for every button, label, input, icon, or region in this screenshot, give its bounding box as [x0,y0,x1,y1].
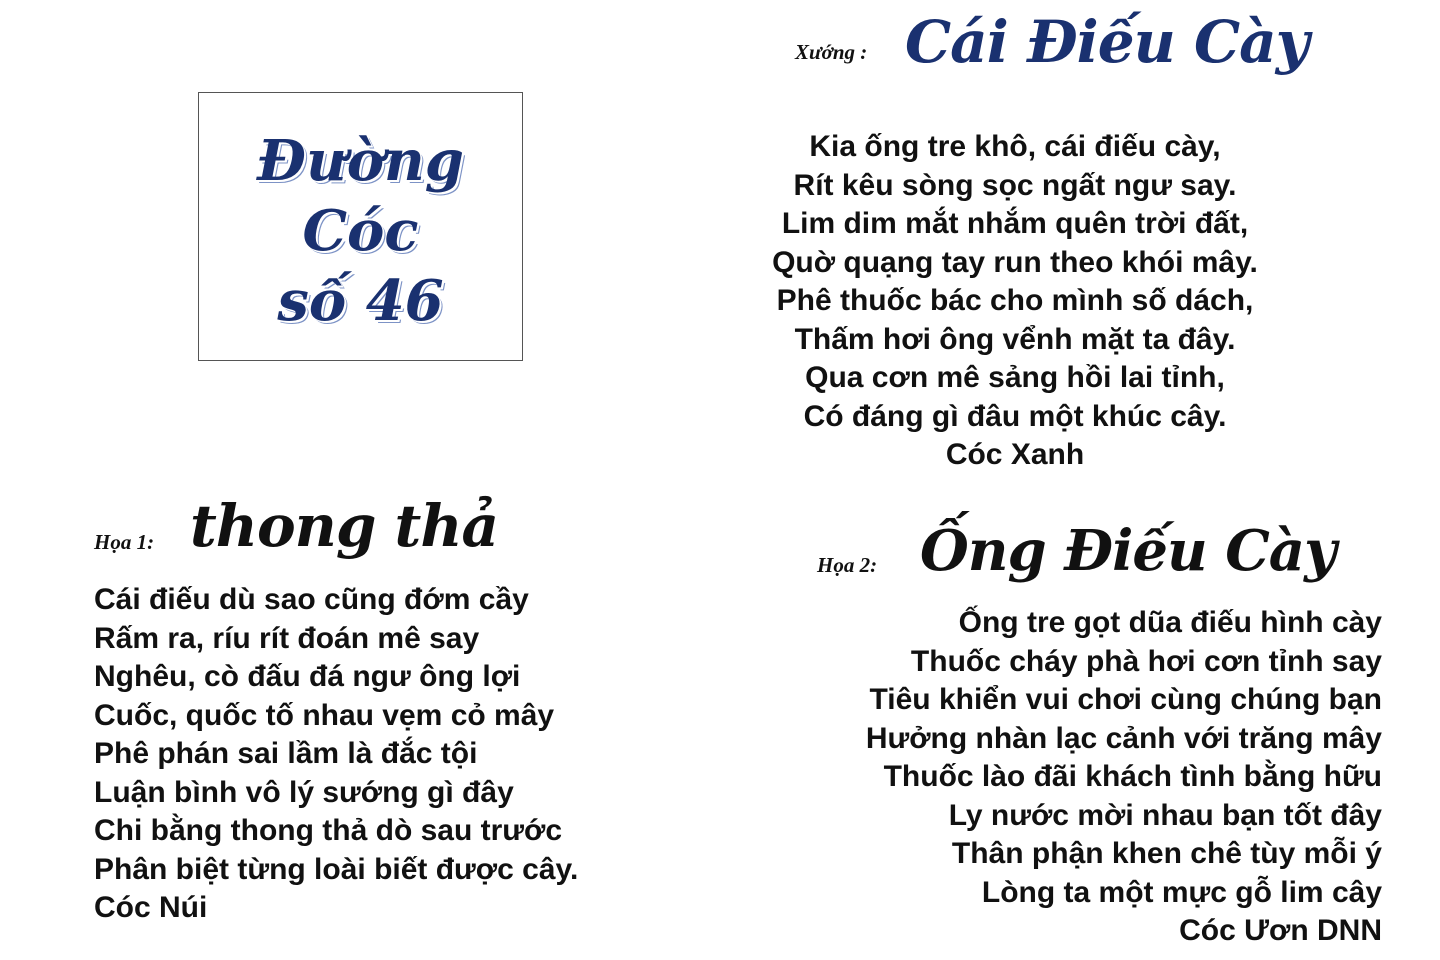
poem-line: Phê phán sai lầm là đắc tội [94,737,478,770]
xuong-label: Xướng : [795,40,868,64]
hoa2-poem [780,604,1382,951]
logo-line-3: số 46 [277,268,444,334]
poem-line: Rít kêu sòng sọc ngất ngư say. [793,168,1237,202]
poem-line: Lim dim mắt nhắm quên trời đất, [781,207,1249,240]
poem-line: Phê thuốc bác cho mình số dách, [776,284,1254,317]
poem-line: Tiêu khiển vui chơi cùng chúng bạn [869,683,1382,716]
poem-line: Hưởng nhàn lạc cảnh với trăng mây [865,721,1382,755]
poem-author: Cóc Xanh [945,438,1085,471]
poem-line: Quờ quạng tay run theo khói mây. [772,245,1258,279]
logo-box [198,92,523,361]
poem-line: Qua cơn mê sảng hồi lai tỉnh, [805,361,1225,394]
poem-line: Cái điếu dù sao cũng đớm cầy [94,583,529,616]
xuong-poem [700,128,1330,475]
poem-line: Lòng ta một mực gỗ lim cây [981,875,1382,909]
poem-line: Thấm hơi ông vểnh mặt ta đây. [794,322,1236,356]
poem-line: Thuốc lào đãi khách tình bằng hữu [883,760,1382,793]
poem-line: Chi bằng thong thả dò sau trước [94,814,563,847]
hoa1-title: thong thả [190,492,499,560]
poem-line: Kia ống tre khô, cái điếu cày, [809,130,1221,163]
logo-line-1: Đường [257,128,464,194]
hoa2-label: Họa 2: [817,553,878,577]
poem-line: Rấm ra, ríu rít đoán mê say [94,621,480,655]
poem-line: Nghêu, cò đấu đá ngư ông lợi [94,660,521,693]
poem-line: Ly nước mời nhau bạn tốt đây [948,798,1382,832]
logo-line-2: Cóc [302,198,419,264]
hoa1-poem [94,581,694,928]
poem-line: Cuốc, quốc tố nhau vẹm cỏ mây [94,698,555,732]
hoa2-title: Ống Điếu Cày [920,518,1336,584]
poem-line: Phân biệt từng loài biết được cây. [94,852,579,886]
poem-author: Cóc Ươn DNN [1179,914,1382,947]
poem-author: Cóc Núi [94,891,208,924]
poem-line: Ống tre gọt dũa điếu hình cày [958,606,1382,639]
hoa1-label: Họa 1: [94,530,155,554]
poem-line: Thân phận khen chê tùy mỗi ý [951,837,1382,870]
xuong-title: Cái Điếu Cày [905,8,1309,76]
poem-line: Có đáng gì đâu một khúc cây. [803,399,1227,433]
poem-line: Thuốc cháy phà hơi cơn tỉnh say [910,644,1382,678]
poem-line: Luận bình vô lý sướng gì đây [94,775,514,809]
